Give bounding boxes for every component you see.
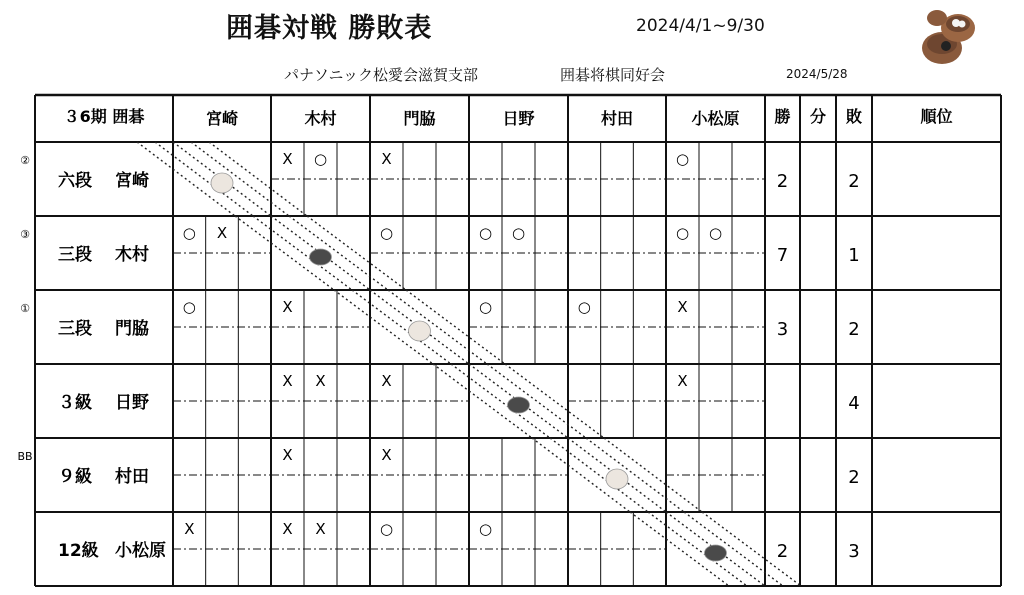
player-name: 門脇 xyxy=(115,319,149,339)
result-mark: ○ xyxy=(708,224,723,242)
player-name: 木村 xyxy=(115,245,149,265)
result-mark: X xyxy=(381,446,392,464)
rank-label: ３級 xyxy=(58,393,92,413)
result-mark: ○ xyxy=(675,224,690,242)
result-mark: X xyxy=(282,446,293,464)
result-mark: ○ xyxy=(675,150,690,168)
result-mark: ○ xyxy=(182,224,196,242)
result-mark: X xyxy=(315,372,326,390)
go-stone-icon xyxy=(508,397,530,413)
result-mark: X xyxy=(282,150,293,168)
result-mark: X xyxy=(216,224,228,242)
result-mark: ○ xyxy=(379,520,394,538)
go-stone-icon xyxy=(211,173,233,193)
column-header: 日野 xyxy=(502,109,535,128)
diagonal-hatch xyxy=(253,216,352,290)
club-label: 囲碁将棋同好会 xyxy=(560,66,666,84)
stat-loss: 4 xyxy=(848,393,860,414)
rank-label: ９級 xyxy=(58,467,92,487)
rank-label: 三段 xyxy=(58,245,92,265)
result-mark: ○ xyxy=(379,224,394,242)
result-mark: ○ xyxy=(478,224,493,242)
result-mark: ○ xyxy=(182,298,196,316)
organization-label: パナソニック松愛会滋賀支部 xyxy=(284,66,478,84)
stat-loss: 2 xyxy=(848,171,860,192)
result-mark: ○ xyxy=(313,150,328,168)
column-header: 宮崎 xyxy=(205,109,239,128)
result-mark: X xyxy=(282,372,293,390)
go-stone-icon xyxy=(705,545,727,561)
player-name: 小松原 xyxy=(115,541,166,561)
diagonal-hatch xyxy=(352,290,451,364)
stat-win: 7 xyxy=(776,245,789,266)
stat-loss: 2 xyxy=(848,319,860,340)
diagonal-hatch xyxy=(155,142,253,216)
updated-date: 2024/5/28 xyxy=(786,67,848,81)
stat-header-loss: 敗 xyxy=(845,107,863,126)
stat-loss: 2 xyxy=(848,467,860,488)
result-mark: X xyxy=(677,372,688,390)
stat-header-win: 勝 xyxy=(774,107,791,126)
result-mark: X xyxy=(677,298,688,316)
stat-win: 2 xyxy=(776,541,789,562)
stat-header-draw: 分 xyxy=(809,107,827,126)
column-header: 村田 xyxy=(600,109,634,128)
diagonal-hatch xyxy=(451,364,550,438)
result-mark: X xyxy=(282,520,293,538)
stat-loss: 3 xyxy=(848,541,860,562)
diagonal-hatch xyxy=(550,438,648,512)
result-mark: ○ xyxy=(478,298,493,316)
column-header: 木村 xyxy=(304,109,337,128)
result-mark: ○ xyxy=(511,224,526,242)
go-stone-icon xyxy=(606,469,628,489)
seed-label: ② xyxy=(20,154,30,167)
rank-label: 12級 xyxy=(58,541,99,561)
column-header: 門脇 xyxy=(403,109,436,128)
result-mark: X xyxy=(381,372,392,390)
column-header: 小松原 xyxy=(691,109,740,128)
result-mark: ○ xyxy=(478,520,493,538)
player-name: 宮崎 xyxy=(115,171,149,191)
go-stone-icon xyxy=(409,321,431,341)
seed-label: BB xyxy=(17,450,33,463)
stat-win: 2 xyxy=(776,171,789,192)
seed-label: ③ xyxy=(20,228,30,241)
stat-loss: 1 xyxy=(848,245,860,266)
player-name: 日野 xyxy=(115,393,149,413)
corner-label: ３6期 囲碁 xyxy=(63,107,145,126)
player-name: 村田 xyxy=(115,467,149,487)
diagonal-hatch xyxy=(648,512,747,586)
go-stone-icon xyxy=(310,249,332,265)
result-mark: X xyxy=(184,520,195,538)
stat-header-rank: 順位 xyxy=(920,107,953,126)
stat-win: 3 xyxy=(776,319,789,340)
page-title: 囲碁対戦 勝敗表 xyxy=(226,13,433,44)
diagonal-hatch xyxy=(684,512,783,586)
result-mark: X xyxy=(381,150,392,168)
result-mark: X xyxy=(282,298,293,316)
result-mark: X xyxy=(315,520,326,538)
result-mark: ○ xyxy=(577,298,591,316)
rank-label: 三段 xyxy=(58,319,92,339)
period-label: 2024/4/1~9/30 xyxy=(636,16,765,36)
rank-label: 六段 xyxy=(58,171,92,191)
seed-label: ① xyxy=(20,302,30,315)
